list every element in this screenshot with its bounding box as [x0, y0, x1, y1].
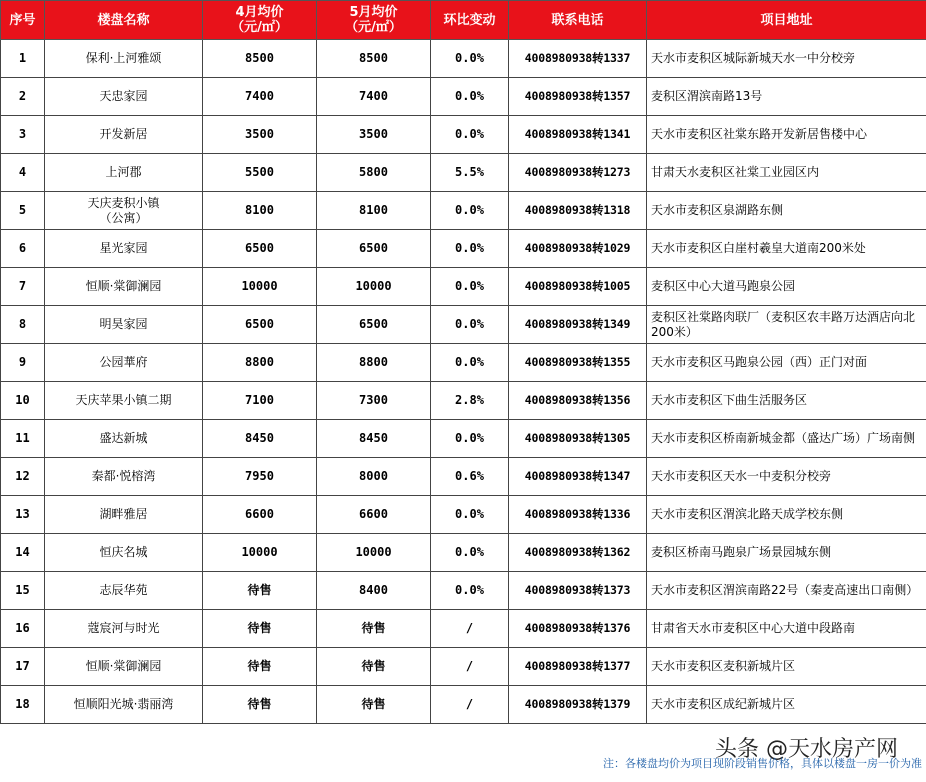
- cell-may-price: 10000: [317, 534, 431, 572]
- cell-change: 2.8%: [431, 382, 509, 420]
- cell-april-price: 待售: [203, 648, 317, 686]
- cell-may-price: 7400: [317, 78, 431, 116]
- cell-change: 0.0%: [431, 268, 509, 306]
- cell-index: 14: [1, 534, 45, 572]
- table-row: [1, 686, 926, 724]
- cell-may-price: 8450: [317, 420, 431, 458]
- table-row: [1, 306, 926, 344]
- cell-index: 9: [1, 344, 45, 382]
- cell-change: /: [431, 610, 509, 648]
- cell-april-price: 6600: [203, 496, 317, 534]
- footer-note: 注：各楼盘均价为项目现阶段销售价格，具体以楼盘一房一价为准: [603, 757, 922, 770]
- header-project-name: 楼盘名称: [45, 1, 203, 40]
- cell-index: 6: [1, 230, 45, 268]
- cell-may-price: 8400: [317, 572, 431, 610]
- cell-phone: 4008980938转1355: [509, 344, 647, 382]
- cell-may-price: 8500: [317, 40, 431, 78]
- cell-change: /: [431, 648, 509, 686]
- cell-index: 17: [1, 648, 45, 686]
- cell-change: 0.0%: [431, 192, 509, 230]
- table-row: [1, 192, 926, 230]
- cell-project-name: 恒庆名城: [45, 534, 203, 572]
- cell-may-price: 5800: [317, 154, 431, 192]
- cell-change: 0.0%: [431, 534, 509, 572]
- table-row: [1, 382, 926, 420]
- cell-index: 4: [1, 154, 45, 192]
- cell-may-price: 6500: [317, 230, 431, 268]
- cell-phone: 4008980938转1362: [509, 534, 647, 572]
- cell-address: 麦积区中心大道马跑泉公园: [647, 268, 926, 306]
- cell-address: 甘肃天水麦积区社棠工业园区内: [647, 154, 926, 192]
- table-row: [1, 572, 926, 610]
- cell-change: 0.0%: [431, 78, 509, 116]
- table-row: [1, 496, 926, 534]
- cell-change: 5.5%: [431, 154, 509, 192]
- cell-project-name: 湖畔雅居: [45, 496, 203, 534]
- cell-project-name: 公园華府: [45, 344, 203, 382]
- cell-april-price: 3500: [203, 116, 317, 154]
- cell-index: 2: [1, 78, 45, 116]
- cell-project-name: 恒顺·棠御澜园: [45, 268, 203, 306]
- header-change: 环比变动: [431, 1, 509, 40]
- header-april-price: 4月均价 （元/㎡）: [203, 1, 317, 40]
- cell-phone: 4008980938转1341: [509, 116, 647, 154]
- table-row: [1, 610, 926, 648]
- cell-april-price: 7400: [203, 78, 317, 116]
- cell-april-price: 待售: [203, 572, 317, 610]
- cell-phone: 4008980938转1337: [509, 40, 647, 78]
- cell-phone: 4008980938转1357: [509, 78, 647, 116]
- cell-project-name: 恒顺·棠御澜园: [45, 648, 203, 686]
- watermark-text: 头条 @天水房产网: [715, 737, 898, 762]
- cell-project-name: 保利·上河雅颂: [45, 40, 203, 78]
- cell-may-price: 待售: [317, 648, 431, 686]
- header-phone: 联系电话: [509, 1, 647, 40]
- cell-may-price: 6600: [317, 496, 431, 534]
- cell-phone: 4008980938转1349: [509, 306, 647, 344]
- header-address: 项目地址: [647, 1, 926, 40]
- cell-april-price: 6500: [203, 306, 317, 344]
- cell-address: 天水市麦积区渭滨南路22号（秦麦高速出口南侧）: [647, 572, 926, 610]
- cell-change: 0.0%: [431, 40, 509, 78]
- cell-april-price: 8500: [203, 40, 317, 78]
- cell-address: 天水市麦积区下曲生活服务区: [647, 382, 926, 420]
- cell-phone: 4008980938转1305: [509, 420, 647, 458]
- cell-address: 天水市麦积区泉湖路东侧: [647, 192, 926, 230]
- cell-address: 天水市麦积区麦积新城片区: [647, 648, 926, 686]
- cell-april-price: 5500: [203, 154, 317, 192]
- cell-april-price: 7100: [203, 382, 317, 420]
- cell-phone: 4008980938转1273: [509, 154, 647, 192]
- cell-april-price: 10000: [203, 534, 317, 572]
- cell-project-name: 天庆苹果小镇二期: [45, 382, 203, 420]
- cell-april-price: 10000: [203, 268, 317, 306]
- cell-may-price: 6500: [317, 306, 431, 344]
- cell-index: 8: [1, 306, 45, 344]
- cell-address: 天水市麦积区天水一中麦积分校旁: [647, 458, 926, 496]
- cell-index: 1: [1, 40, 45, 78]
- cell-change: 0.0%: [431, 496, 509, 534]
- cell-phone: 4008980938转1005: [509, 268, 647, 306]
- cell-address: 天水市麦积区社棠东路开发新居售楼中心: [647, 116, 926, 154]
- cell-address: 麦积区桥南马跑泉广场景园城东侧: [647, 534, 926, 572]
- cell-project-name: 开发新居: [45, 116, 203, 154]
- cell-change: 0.0%: [431, 420, 509, 458]
- cell-phone: 4008980938转1336: [509, 496, 647, 534]
- cell-project-name: 秦都·悦榕湾: [45, 458, 203, 496]
- table-row: [1, 534, 926, 572]
- cell-may-price: 8800: [317, 344, 431, 382]
- header-index: 序号: [1, 1, 45, 40]
- cell-project-name: 上河郡: [45, 154, 203, 192]
- cell-project-name: 明昊家园: [45, 306, 203, 344]
- table-row: [1, 116, 926, 154]
- cell-change: 0.0%: [431, 306, 509, 344]
- cell-may-price: 7300: [317, 382, 431, 420]
- table-row: [1, 648, 926, 686]
- cell-address: 天水市麦积区渭滨北路天成学校东侧: [647, 496, 926, 534]
- cell-change: 0.0%: [431, 344, 509, 382]
- cell-april-price: 8800: [203, 344, 317, 382]
- cell-may-price: 8100: [317, 192, 431, 230]
- cell-address: 麦积区渭滨南路13号: [647, 78, 926, 116]
- cell-april-price: 8100: [203, 192, 317, 230]
- cell-project-name: 天庆麦积小镇 （公寓）: [45, 192, 203, 230]
- cell-index: 13: [1, 496, 45, 534]
- cell-april-price: 待售: [203, 610, 317, 648]
- cell-address: 天水市麦积区成纪新城片区: [647, 686, 926, 724]
- cell-project-name: 盛达新城: [45, 420, 203, 458]
- cell-index: 5: [1, 192, 45, 230]
- table-row: [1, 230, 926, 268]
- cell-change: 0.0%: [431, 572, 509, 610]
- cell-april-price: 8450: [203, 420, 317, 458]
- cell-april-price: 6500: [203, 230, 317, 268]
- cell-index: 12: [1, 458, 45, 496]
- cell-address: 甘肃省天水市麦积区中心大道中段路南: [647, 610, 926, 648]
- cell-address: 天水市麦积区白崖村羲皇大道南200米处: [647, 230, 926, 268]
- cell-may-price: 待售: [317, 610, 431, 648]
- cell-phone: 4008980938转1356: [509, 382, 647, 420]
- cell-project-name: 蔻宸河与时光: [45, 610, 203, 648]
- cell-phone: 4008980938转1376: [509, 610, 647, 648]
- cell-change: 0.0%: [431, 230, 509, 268]
- cell-may-price: 10000: [317, 268, 431, 306]
- cell-address: 天水市麦积区桥南新城金都（盛达广场）广场南侧: [647, 420, 926, 458]
- table-header-row: [1, 1, 926, 40]
- cell-index: 7: [1, 268, 45, 306]
- cell-change: /: [431, 686, 509, 724]
- cell-index: 11: [1, 420, 45, 458]
- cell-phone: 4008980938转1373: [509, 572, 647, 610]
- cell-index: 15: [1, 572, 45, 610]
- cell-project-name: 天忠家园: [45, 78, 203, 116]
- cell-address: 天水市麦积区城际新城天水一中分校旁: [647, 40, 926, 78]
- cell-index: 10: [1, 382, 45, 420]
- cell-phone: 4008980938转1347: [509, 458, 647, 496]
- cell-index: 16: [1, 610, 45, 648]
- cell-index: 3: [1, 116, 45, 154]
- table-row: [1, 420, 926, 458]
- cell-project-name: 恒顺阳光城·翡丽湾: [45, 686, 203, 724]
- cell-may-price: 3500: [317, 116, 431, 154]
- cell-index: 18: [1, 686, 45, 724]
- cell-phone: 4008980938转1029: [509, 230, 647, 268]
- cell-april-price: 7950: [203, 458, 317, 496]
- cell-change: 0.0%: [431, 116, 509, 154]
- cell-may-price: 待售: [317, 686, 431, 724]
- cell-change: 0.6%: [431, 458, 509, 496]
- table-row: [1, 40, 926, 78]
- header-may-price: 5月均价 （元/㎡）: [317, 1, 431, 40]
- cell-project-name: 星光家园: [45, 230, 203, 268]
- table-row: [1, 154, 926, 192]
- table-row: [1, 78, 926, 116]
- cell-may-price: 8000: [317, 458, 431, 496]
- cell-april-price: 待售: [203, 686, 317, 724]
- cell-project-name: 志辰华苑: [45, 572, 203, 610]
- table-row: [1, 268, 926, 306]
- cell-address: 麦积区社棠路肉联厂（麦积区农丰路万达酒店向北200米）: [647, 306, 926, 344]
- table-row: [1, 344, 926, 382]
- cell-phone: 4008980938转1377: [509, 648, 647, 686]
- cell-phone: 4008980938转1318: [509, 192, 647, 230]
- table-row: [1, 458, 926, 496]
- cell-address: 天水市麦积区马跑泉公园（西）正门对面: [647, 344, 926, 382]
- cell-phone: 4008980938转1379: [509, 686, 647, 724]
